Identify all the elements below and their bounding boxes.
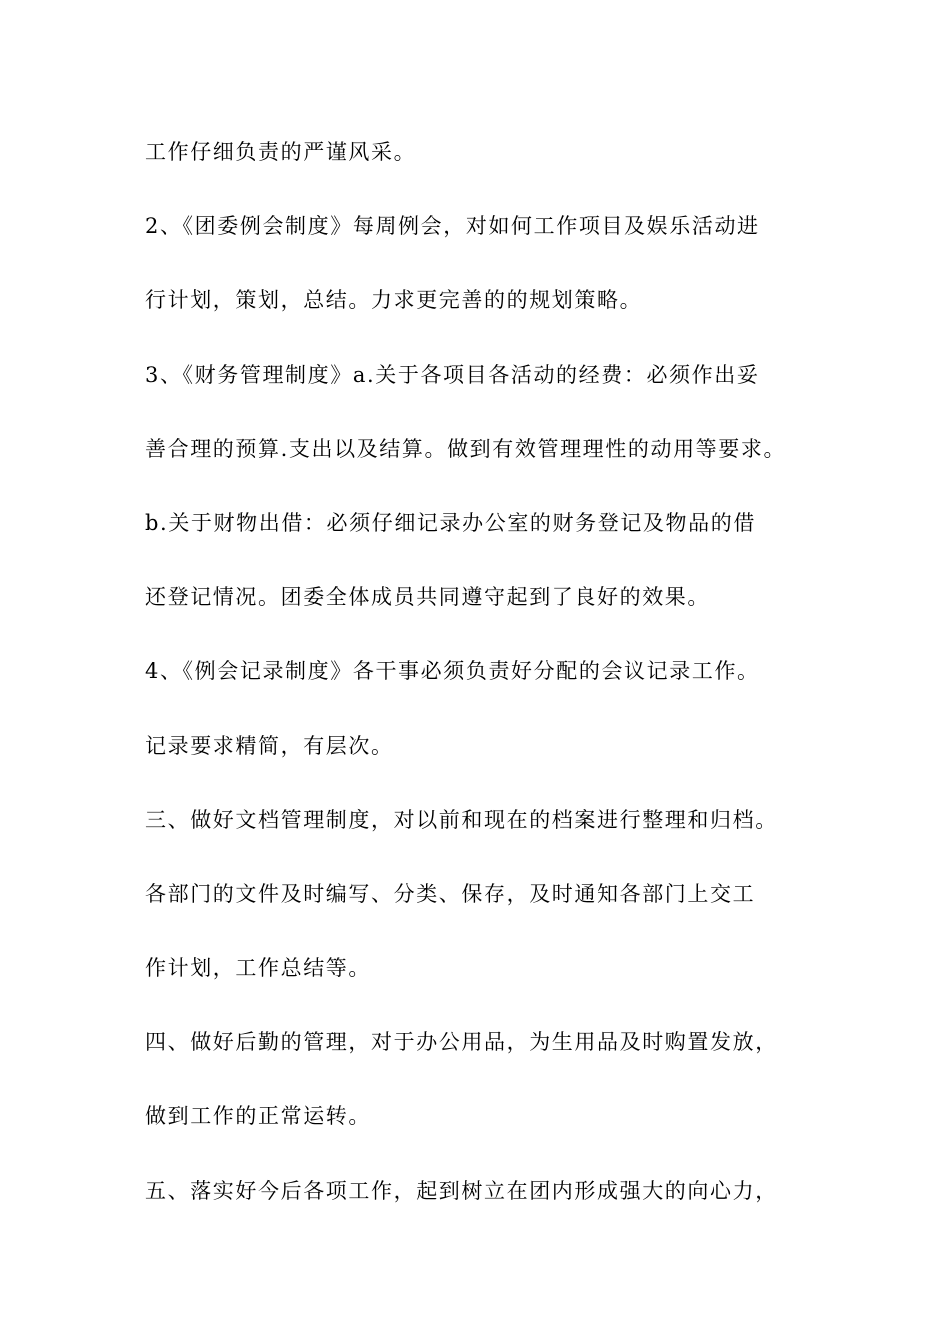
text-line: 三、做好文档管理制度，对以前和现在的档案进行整理和归档。 [145,807,778,832]
text-line: 还登记情况。团委全体成员共同遵守起到了良好的效果。 [145,585,710,610]
text-line: 作计划，工作总结等。 [145,956,371,981]
text-line: 做到工作的正常运转。 [145,1104,371,1129]
text-line: 工作仔细负责的严谨风采。 [145,140,417,164]
text-line: b.关于财物出借：必须仔细记录办公室的财务登记及物品的借 [145,510,756,535]
text-line: 四、做好后勤的管理，对于办公用品，为生用品及时购置发放， [145,1030,778,1055]
text-line: 善合理的预算.支出以及结算。做到有效管理理性的动用等要求。 [145,436,787,461]
text-line: 2、《团委例会制度》每周例会，对如何工作项目及娱乐活动进 [145,214,760,239]
text-line: 五、落实好今后各项工作，起到树立在团内形成强大的向心力， [145,1178,778,1203]
text-line: 3、《财务管理制度》a.关于各项目各活动的经费：必须作出妥 [145,362,760,387]
text-line: 4、《例会记录制度》各干事必须负责好分配的会议记录工作。 [145,659,760,684]
text-line: 各部门的文件及时编写、分类、保存，及时通知各部门上交工 [145,881,756,906]
text-line: 行计划，策划，总结。力求更完善的的规划策略。 [145,288,643,313]
body-text [145,126,825,1239]
text-line: 记录要求精简，有层次。 [145,733,394,758]
